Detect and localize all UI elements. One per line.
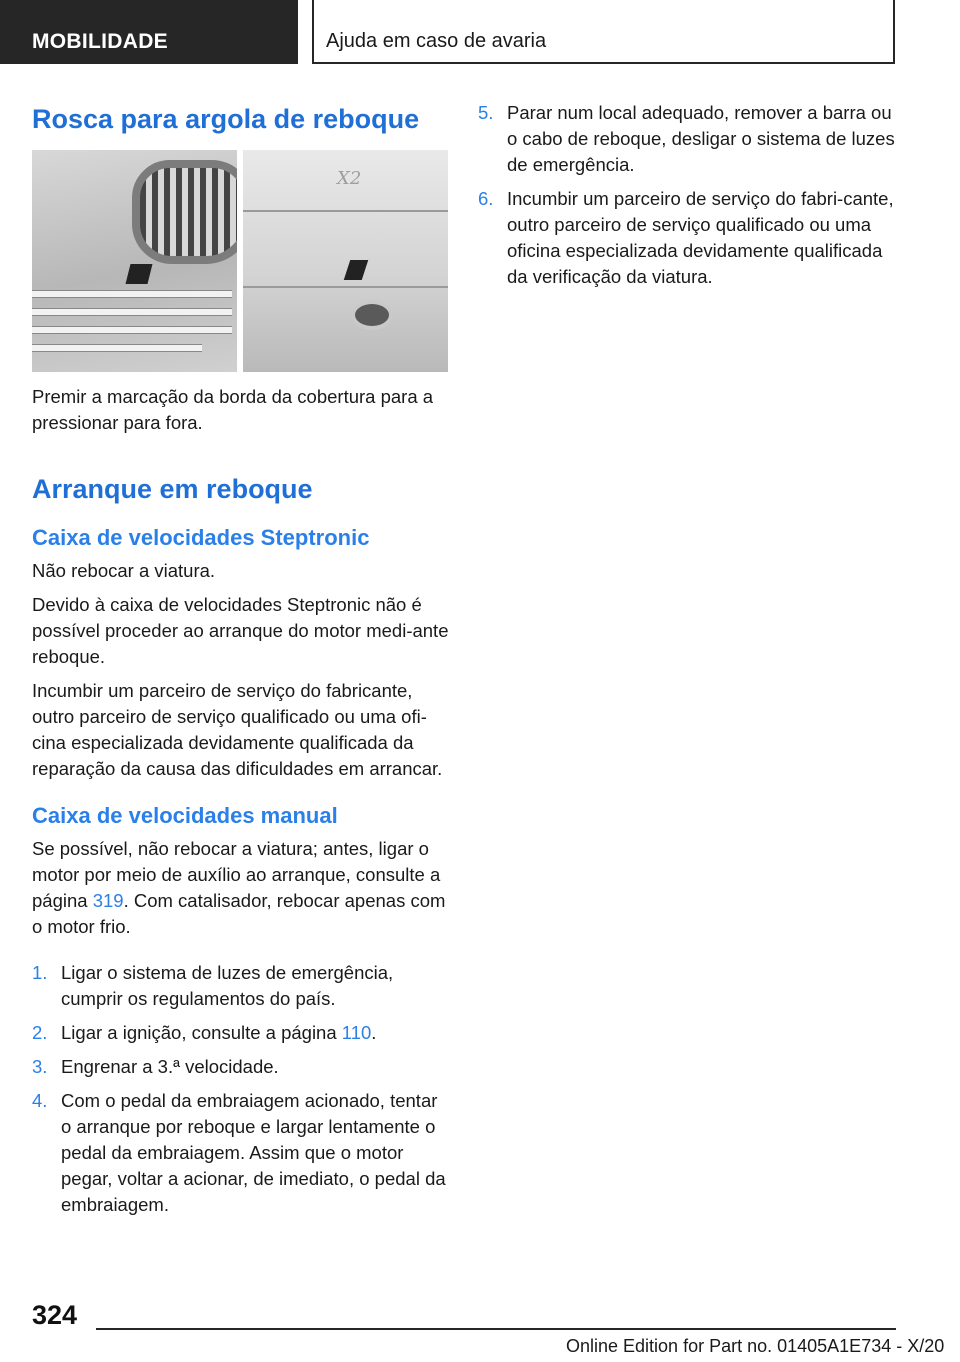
footer-divider [96,1328,896,1330]
left-column [32,100,450,1226]
model-badge: X2 [337,168,362,189]
chapter-header [312,0,895,64]
section-tab [0,0,298,64]
step-text: . [371,1022,377,1043]
paragraph-nao-rebocar: Não rebocar a viatura. [32,560,216,581]
step-number: 5. [478,102,494,123]
step-number: 4. [32,1090,48,1111]
paragraph-premir: Premir a marcação da borda da cobertura para a pressionar para fora. [32,386,434,433]
rear-bumper-photo [243,150,448,372]
step-number: 1. [32,962,48,983]
heading-arranque: Arranque em reboque [32,474,313,504]
heading-steptronic: Caixa de velocidades Steptronic [32,525,370,550]
step-text: Engrenar a 3.ª velocidade. [61,1056,279,1077]
list-item [32,1020,450,1046]
list-item [32,960,450,1012]
towing-eye-photo [32,150,448,372]
list-item [478,100,896,178]
list-item [32,1088,450,1218]
kidney-grille [132,160,237,264]
step-text: Ligar o sistema de luzes de emergência, cumprir os regulamentos do país. [61,962,394,1009]
rear-towing-cover [344,260,368,280]
paragraph-se-possivel [32,836,450,940]
edition-note: Online Edition for Part no. 01405A1E734 - X/20 [566,1336,945,1356]
list-item [32,1054,450,1080]
paragraph-devido: Devido à caixa de velocidades Steptronic não é possível proceder ao arranque do motor medi-ante reboque. [32,594,449,667]
step-text: Ligar a ignição, consulte a página [61,1022,342,1043]
step-number: 2. [32,1022,48,1043]
paragraph-text: Se possível, não rebocar a viatura; antes, ligar o motor por meio de auxílio ao arranque, consulte a página [32,838,441,911]
step-text: Incumbir um parceiro de serviço do fabri-cante, outro parceiro de serviço qualificado ou uma oficina especializada devidamente qualificada da verificação da viatura. [507,188,894,287]
exhaust-pipe [351,300,393,330]
step-text: Com o pedal da embraiagem acionado, tentar o arranque por reboque e largar lentamente o pedal da embraiagem. Assim que o motor pegar, voltar a acionar, de imediato, o pedal da embraiagem. [61,1090,446,1215]
page-number: 324 [32,1300,78,1330]
list-item [478,186,896,290]
page-link-319[interactable]: 319 [92,890,124,911]
right-column [478,100,896,298]
front-bumper-photo [32,150,237,372]
paragraph-incumbir: Incumbir um parceiro de serviço do fabricante, outro parceiro de serviço qualificado ou uma ofi-cina especializada devidamente qualificada da reparação da causa das dificuldades em arrancar. [32,680,443,779]
page-link-110[interactable]: 110 [341,1022,372,1043]
section-title: MOBILIDADE [32,30,168,53]
step-number: 3. [32,1056,48,1077]
heading-rosca: Rosca para argola de reboque [32,104,420,134]
steps-list-right [478,100,896,290]
step-number: 6. [478,188,494,209]
heading-manual: Caixa de velocidades manual [32,803,338,828]
paragraph-text: . Com catalisador, rebocar apenas com o motor frio. [32,890,446,937]
steps-list-left [32,960,450,1218]
front-towing-cover [126,264,153,284]
chapter-title: Ajuda em caso de avaria [326,30,547,52]
step-text: Parar num local adequado, remover a barra ou o cabo de reboque, desligar o sistema de luzes de emergência. [507,102,895,175]
